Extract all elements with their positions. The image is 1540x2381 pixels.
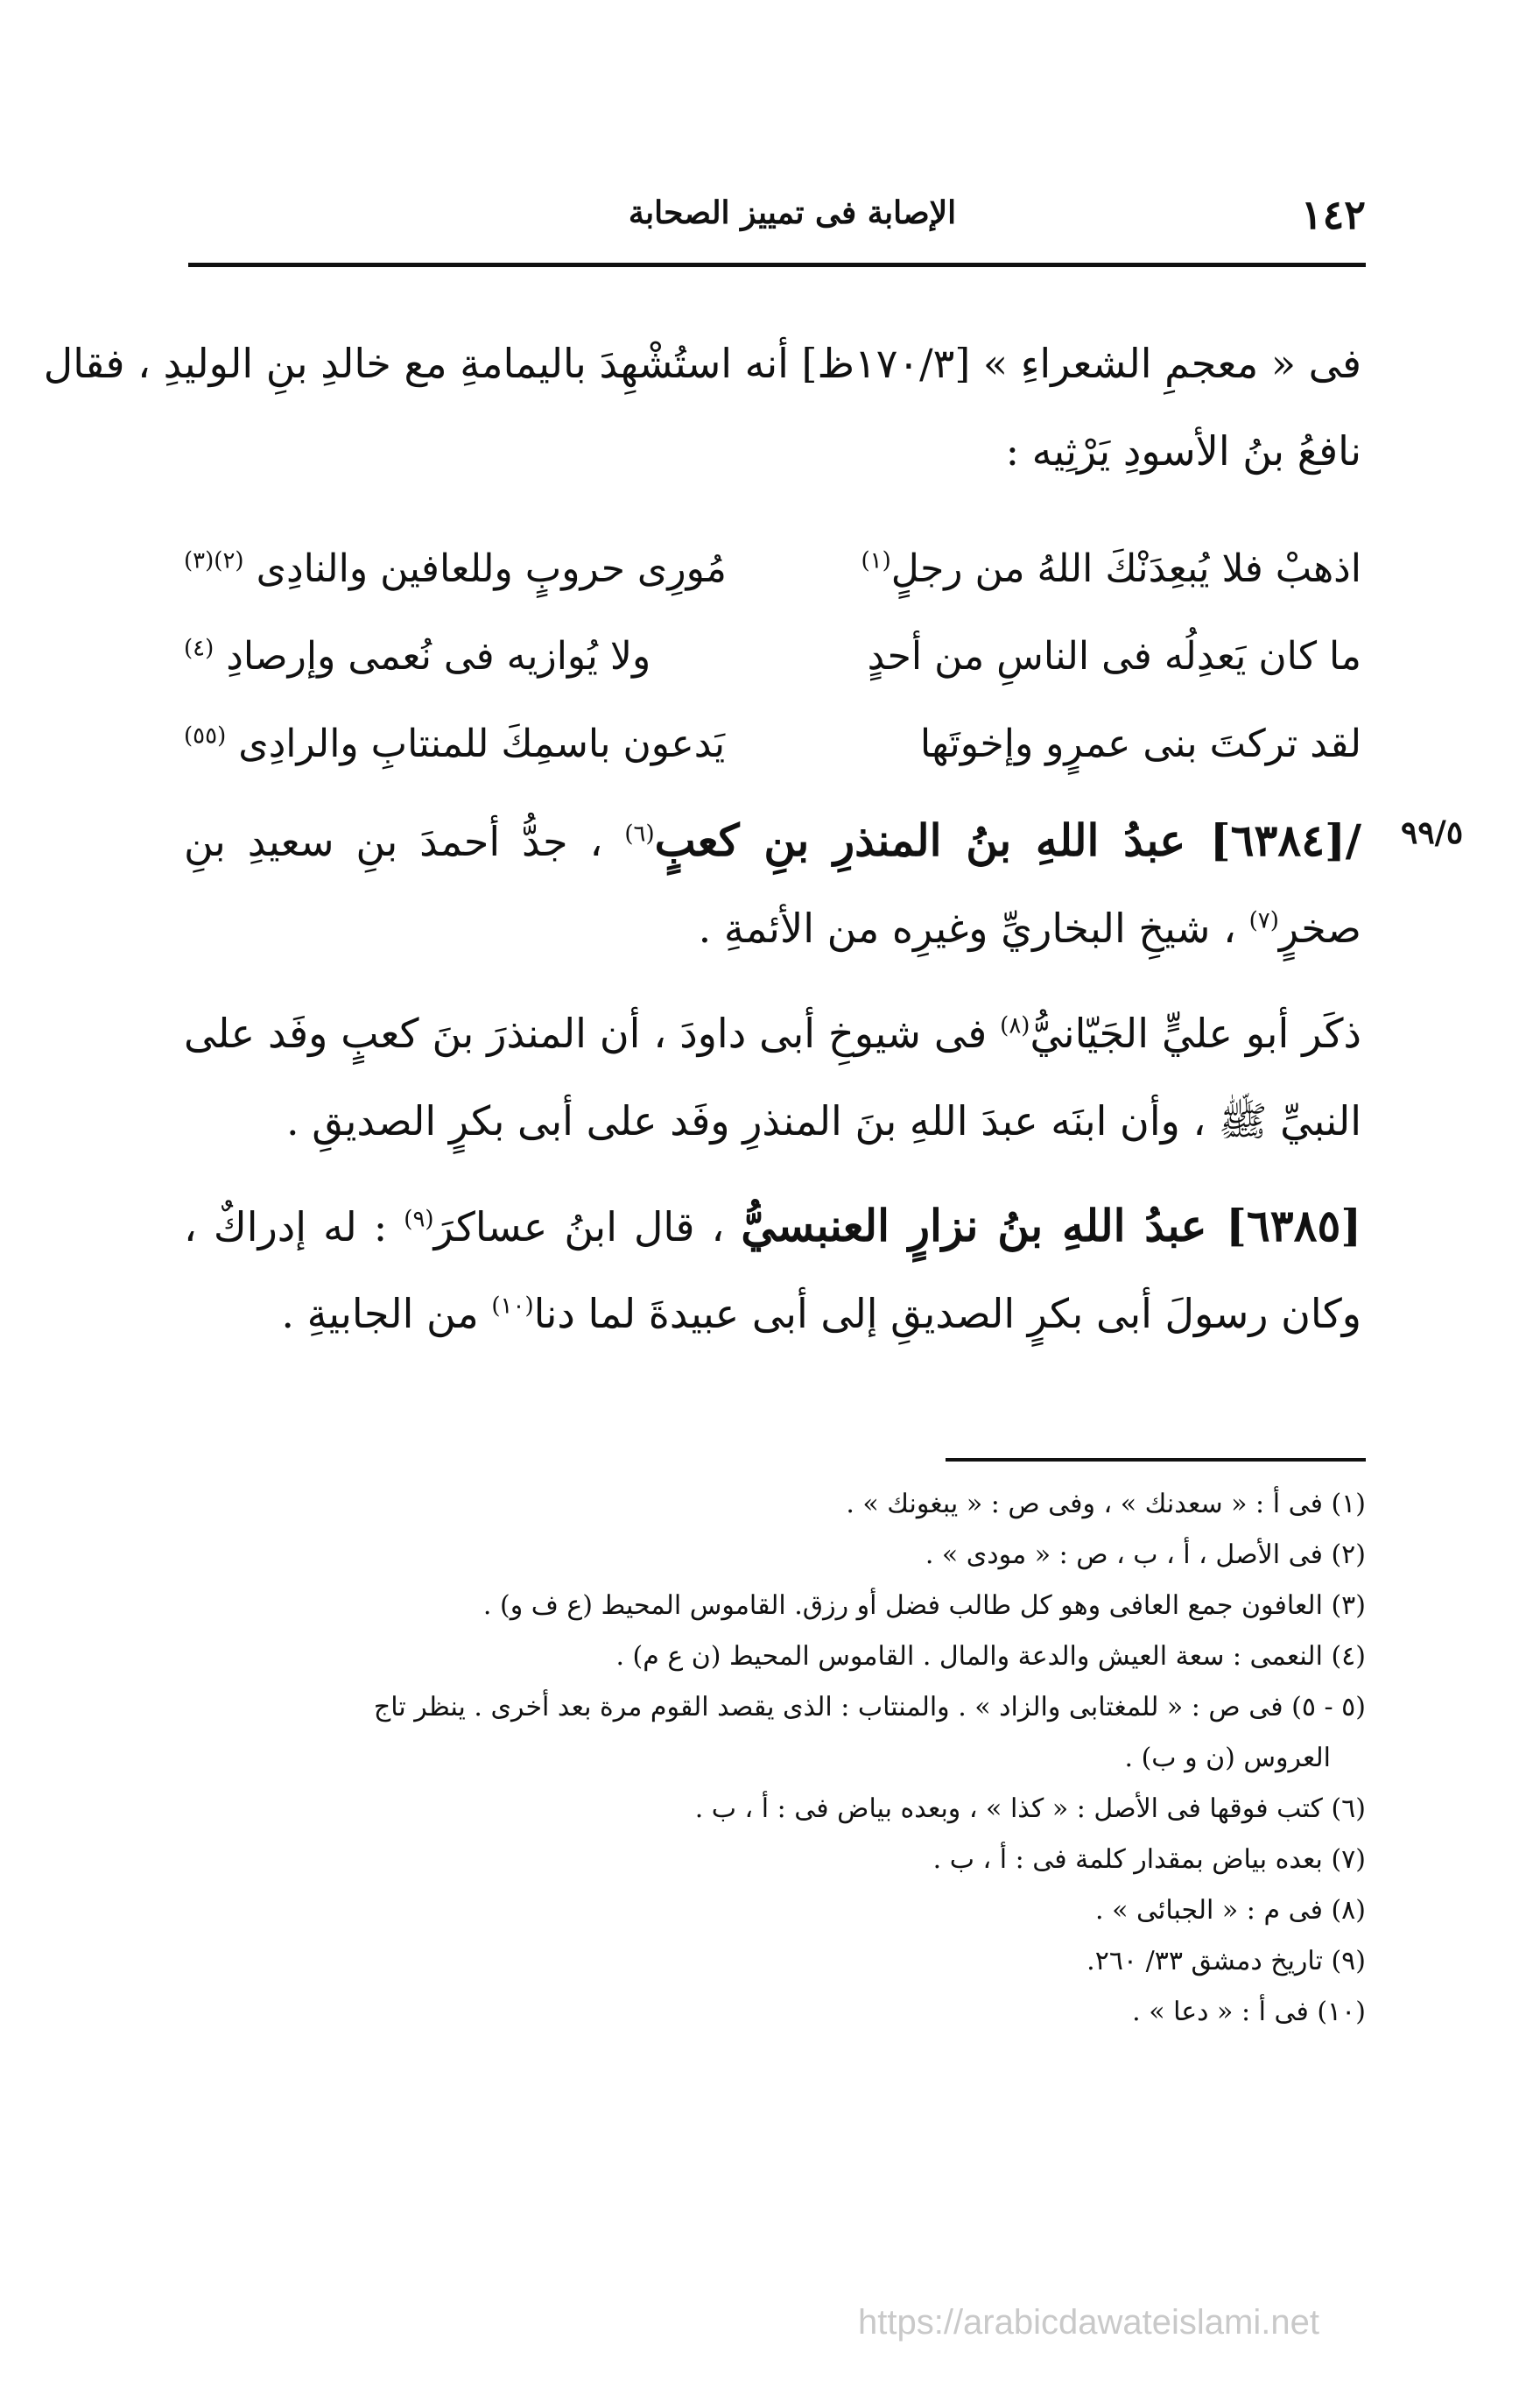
entry-heading: /[٦٣٨٤] عبدُ اللهِ بنُ المنذرِ بنِ كعبٍ	[654, 814, 1361, 866]
text-line: فى « معجمِ الشعراءِ » [١٧٠/٣ظ] أنه استُشْهِدَ باليمامةِ مع خالدِ بنِ الوليدِ ، فقال	[43, 340, 1361, 387]
margin-reference: ٩٩/٥	[1401, 814, 1464, 851]
header-rule	[188, 263, 1366, 267]
verse-second-half: ولا يُوازيه فى نُعمى وإرصادِ $^{(٤)}$	[184, 634, 651, 679]
verse-first-half: ما كان يَعدِلُه فى الناسِ من أحدٍ	[867, 634, 1361, 679]
verse-line	[184, 613, 1361, 701]
verse-line	[184, 701, 1361, 788]
text-line: النبيِّ ﷺ ، وأن ابنَه عبدَ اللهِ بنَ المنذرِ وفَد على أبى بكرٍ الصديقِ .	[285, 1097, 1361, 1145]
entry-heading: [٦٣٨٥] عبدُ اللهِ بنُ نزارٍ العنبسيُّ	[741, 1200, 1362, 1251]
text-line: وكان رسولَ أبى بكرٍ الصديقِ إلى أبى عبيدةَ لما دنا$^{(١٠)}$ من الجابيةِ .	[281, 1290, 1361, 1337]
page-header	[188, 175, 1366, 254]
verse-second-half: مُورِى حروبٍ وللعافين والنادِى $^{(٢)(٣)}$	[184, 546, 727, 591]
text-line: صخرٍ$^{(٧)}$ ، شيخِ البخاريِّ وغيرِه من الأئمةِ .	[698, 905, 1361, 952]
running-title: الإصابة فى تمييز الصحابة	[628, 194, 957, 231]
footnote: (١) فى أ : « سعدنك » ، وفى ص : « يبغونك » .	[846, 1489, 1366, 1519]
footnote: (٩) تاريخ دمشق ٣٣/ ٢٦٠.	[1086, 1946, 1366, 1976]
footnote: (٢) فى الأصل ، أ ، ب ، ص : « مودى » .	[925, 1539, 1366, 1570]
footnote-continuation: العروس (ن و ب) .	[1124, 1743, 1331, 1773]
footnote: (٧) بعده بياض بمقدار كلمة فى : أ ، ب .	[932, 1844, 1366, 1875]
footnote: (٤) النعمى : سعة العيش والدعة والمال . القاموس المحيط (ن ع م) .	[615, 1641, 1366, 1672]
footnote-rule	[946, 1458, 1366, 1462]
footnote: (٥ - ٥) فى ص : « للمغتابى والزاد » . والمنتاب : الذى يقصد القوم مرة بعد أخرى . ينظر تاج	[373, 1692, 1366, 1722]
entry-heading-line: [٦٣٨٥] عبدُ اللهِ بنُ نزارٍ العنبسيُّ ، قال ابنُ عساكرَ$^{(٩)}$ : له إدراكٌ ،	[184, 1200, 1362, 1251]
text-line: نافعُ بنُ الأسودِ يَرْثِيه :	[1005, 427, 1361, 475]
footnote: (٦) كتب فوقها فى الأصل : « كذا » ، وبعده بياض فى : أ ، ب .	[694, 1793, 1366, 1824]
verse-first-half: لقد تركتَ بنى عمرٍو وإخوتَها	[919, 722, 1361, 766]
verse-second-half: يَدعون باسمِكَ للمنتابِ والرادِى $^{(٥٥)}$	[184, 722, 726, 766]
footnote: (١٠) فى أ : « دعا » .	[1132, 1997, 1366, 2027]
footnote: (٣) العافون جمع العافى وهو كل طالب فضل أو رزق. القاموس المحيط (ع ف و) .	[482, 1590, 1366, 1621]
text-line: ذكَر أبو عليٍّ الجَيّانيُّ$^{(٨)}$ فى شيوخِ أبى داودَ ، أن المنذرَ بنَ كعبٍ وفَد على	[184, 1010, 1361, 1057]
page-number: ١٤٢	[1300, 191, 1366, 238]
verse-line	[184, 525, 1361, 613]
verse-first-half: اذهبْ فلا يُبعِدَنْكَ اللهُ من رجلٍ$^{(١)}$	[861, 546, 1361, 591]
entry-heading-line: /[٦٣٨٤] عبدُ اللهِ بنُ المنذرِ بنِ كعبٍ$^{(٦)}$ ، جدُّ أحمدَ بنِ سعيدِ بنِ	[184, 814, 1361, 866]
watermark-url: https://arabicdawateislami.net	[858, 2303, 1319, 2342]
footnote: (٨) فى م : « الجبائى » .	[1095, 1895, 1366, 1926]
